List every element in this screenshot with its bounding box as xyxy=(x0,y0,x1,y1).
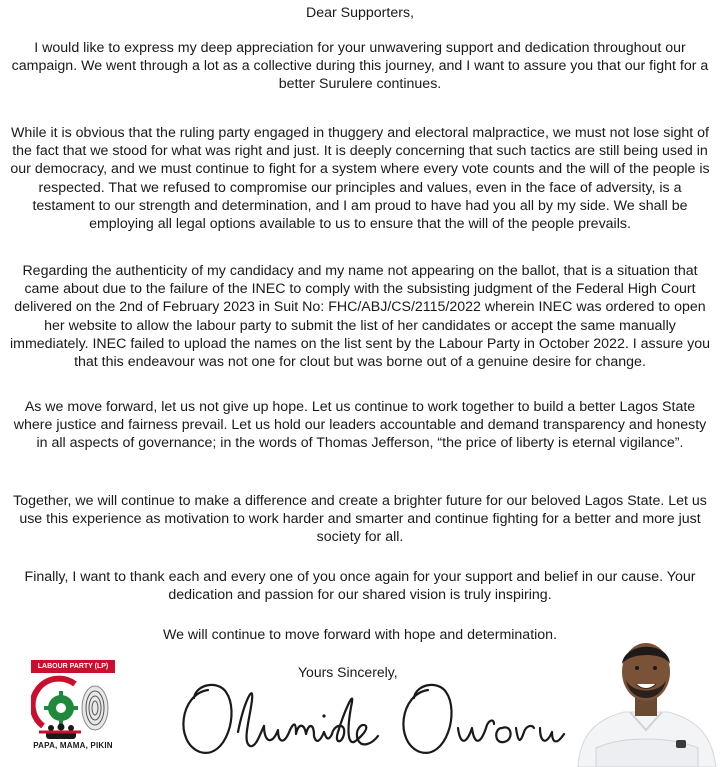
labour-party-emblem xyxy=(31,674,115,740)
letter-greeting: Dear Supporters, xyxy=(305,5,415,21)
signature xyxy=(168,672,588,764)
letter-paragraph-7: We will continue to move forward with hope and determination. xyxy=(162,627,558,643)
logo-motto: PAPA, MAMA, PIKIN xyxy=(33,741,113,750)
labour-party-logo xyxy=(31,660,115,756)
logo-title: LABOUR PARTY (LP) xyxy=(31,660,115,673)
letter-paragraph-6: Finally, I want to thank each and every one of you once again for your support and belief in our cause. Your dedication and passion for our shared vision is truly inspiring. xyxy=(24,569,696,604)
letter-paragraph-4: As we move forward, let us not give up hope. Let us continue to work together to build a better Lagos State where justice and fairness prevail. Let us hold our leaders accountable and demand transparency and honesty in all aspects of governance; in the words of Thomas Jefferson, “the price of liberty is eternal vigilance”. xyxy=(13,399,707,452)
letter-closing: Yours Sincerely, xyxy=(298,664,398,680)
letter-paragraph-2: While it is obvious that the ruling party engaged in thuggery and electoral malpractice, we must not lose sight of the fact that we stood for what was right and just. It is deeply concerning that such tactics are still being used in our democracy, and we must continue to fight for a system where every vote counts and the will of the people is respected. That we refused to compromise our principles and values, even in the face of adversity, is a testament to our strength and determination, and I am proud to have had you all by my side. We shall be employing all legal options available to us to ensure that the will of the people prevails. xyxy=(10,125,710,233)
letter-paragraph-1: I would like to express my deep appreciation for your unwavering support and dedication throughout our campaign. We went through a lot as a collective during this journey, and I want to assure you that our fight for a better Surulere continues. xyxy=(11,40,709,93)
letter-paragraph-5: Together, we will continue to make a difference and create a brighter future for our beloved Lagos State. Let us use this experience as motivation to work harder and smarter and continue fighting for a better and more just society for all. xyxy=(13,493,707,546)
candidate-photo xyxy=(572,624,720,767)
letter-paragraph-3: Regarding the authenticity of my candidacy and my name not appearing on the ballot, that is a situation that came about due to the failure of the INEC to comply with the subsisting judgment of the Federal High Court delivered on the 2nd of February 2023 in Suit No: FHC/ABJ/CS/2115/2022 wherein INEC was ordered to open her website to allow the labour party to submit the list of her candidates or accept the same manually immediately. INEC failed to upload the names on the list sent by the Labour Party in October 2022. I assure you that this endeavour was not one for clout but was borne out of a genuine desire for change. xyxy=(9,263,711,371)
